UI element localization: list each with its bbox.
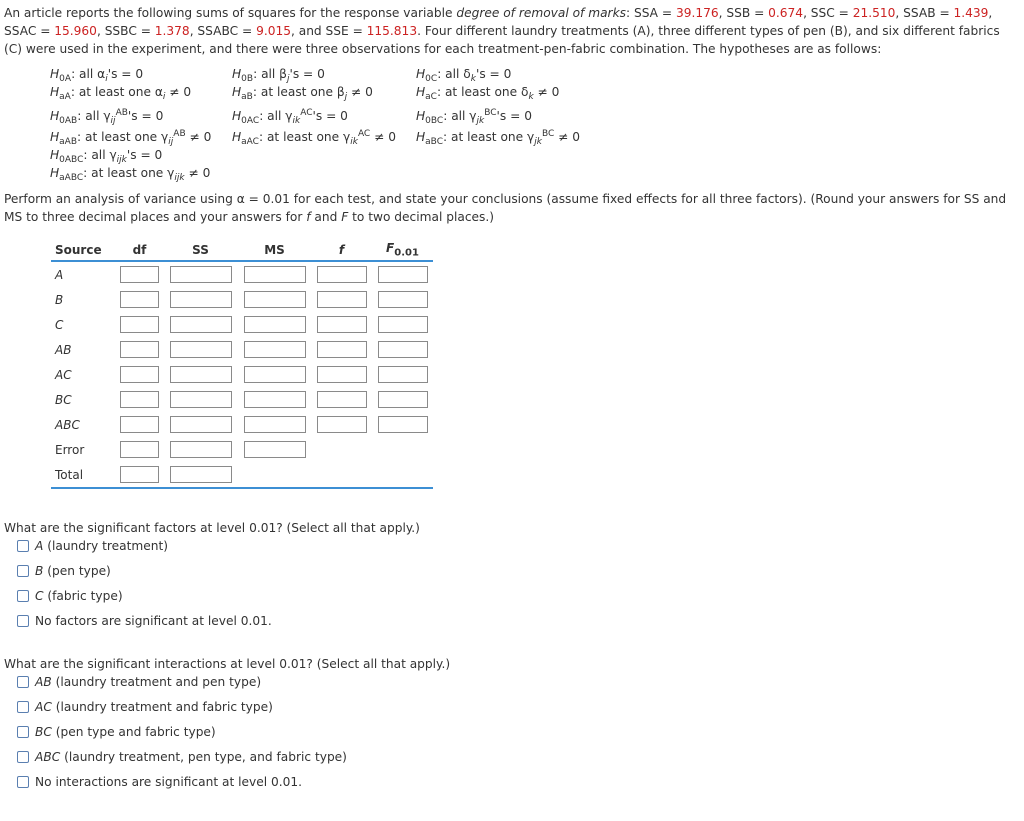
checkbox[interactable] — [17, 776, 29, 788]
hyp-h0bc: $H_{0BC}$: all $\gamma_{jk}^{BC}'s = 0$ — [416, 108, 532, 126]
f-input[interactable] — [317, 391, 367, 408]
f-input[interactable] — [317, 266, 367, 283]
anova-table — [51, 240, 433, 489]
q2-option[interactable]: ABC (laundry treatment, pen type, and fabric type) — [17, 748, 347, 766]
ssbc-value: 1.378 — [154, 24, 190, 38]
hyp-haac: $H_{aAC}$: at least one $\gamma_{ik}^{AC} \ne 0$ — [232, 129, 396, 147]
hyp-haa: $H_{aA}$: at least one $\alpha_i \ne 0$ — [50, 85, 192, 102]
row-source-label: C — [55, 317, 64, 332]
q2-option[interactable]: No interactions are significant at level 0.01. — [17, 773, 302, 791]
ss-input[interactable] — [170, 341, 232, 358]
q1-option[interactable]: No factors are significant at level 0.01. — [17, 612, 272, 630]
fcrit-input[interactable] — [378, 416, 428, 433]
f-input[interactable] — [317, 416, 367, 433]
hyp-h0ac: $H_{0AC}$: all $\gamma_{ik}^{AC}'s = 0$ — [232, 108, 348, 126]
checkbox[interactable] — [17, 540, 29, 552]
question-factors: What are the significant factors at level 0.01? (Select all that apply.) — [4, 521, 420, 535]
ssab-value: 1.439 — [953, 6, 989, 20]
fcrit-input[interactable] — [378, 316, 428, 333]
ss-input[interactable] — [170, 316, 232, 333]
df-input[interactable] — [120, 266, 159, 283]
checkbox[interactable] — [17, 751, 29, 763]
ss-input[interactable] — [170, 291, 232, 308]
ssabc-value: 9.015 — [256, 24, 291, 38]
ss-input[interactable] — [170, 441, 232, 458]
f-input[interactable] — [317, 366, 367, 383]
col-fcrit: $F_{0.01}$ — [386, 241, 419, 259]
ss-input[interactable] — [170, 466, 232, 483]
checkbox[interactable] — [17, 676, 29, 688]
ms-input[interactable] — [244, 266, 306, 283]
ms-input[interactable] — [244, 391, 306, 408]
q2-option[interactable]: AB (laundry treatment and pen type) — [17, 673, 261, 691]
row-source-label: Total — [55, 467, 84, 482]
hyp-haab: $H_{aAB}$: at least one $\gamma_{ij}^{AB} \ne 0$ — [50, 129, 212, 147]
checkbox[interactable] — [17, 615, 29, 627]
question-interactions: What are the significant interactions at level 0.01? (Select all that apply.) — [4, 657, 451, 671]
ms-input[interactable] — [244, 316, 306, 333]
q1-option[interactable]: C (fabric type) — [17, 587, 123, 605]
anova-row — [51, 437, 433, 462]
df-input[interactable] — [120, 341, 159, 358]
anova-row — [51, 287, 433, 312]
ssb-value: 0.674 — [768, 6, 804, 20]
ms-input[interactable] — [244, 341, 306, 358]
anova-row — [51, 312, 433, 337]
ssa-value: 39.176 — [675, 6, 719, 20]
fcrit-input[interactable] — [378, 266, 428, 283]
anova-row — [51, 261, 433, 287]
ss-input[interactable] — [170, 391, 232, 408]
checkbox[interactable] — [17, 565, 29, 577]
anova-row — [51, 412, 433, 437]
fcrit-input[interactable] — [378, 341, 428, 358]
df-input[interactable] — [120, 316, 159, 333]
col-f: f — [338, 243, 345, 257]
ss-input[interactable] — [170, 366, 232, 383]
row-source-label: AC — [55, 367, 72, 382]
df-input[interactable] — [120, 466, 159, 483]
hyp-h0b: $H_{0B}$: all $\beta_j's = 0$ — [232, 67, 325, 84]
q2-option[interactable]: BC (pen type and fabric type) — [17, 723, 216, 741]
hyp-h0ab: $H_{0AB}$: all $\gamma_{ij}^{AB}'s = 0$ — [50, 108, 164, 126]
anova-row — [51, 462, 433, 488]
col-df: df — [132, 243, 147, 257]
ms-input[interactable] — [244, 441, 306, 458]
fcrit-input[interactable] — [378, 391, 428, 408]
f-input[interactable] — [317, 291, 367, 308]
ssac-value: 15.960 — [54, 24, 97, 38]
anova-row — [51, 387, 433, 412]
hyp-h0a: $H_{0A}$: all $\alpha_i's = 0$ — [50, 67, 144, 84]
df-input[interactable] — [120, 366, 159, 383]
anova-row — [51, 337, 433, 362]
fcrit-input[interactable] — [378, 366, 428, 383]
ss-input[interactable] — [170, 266, 232, 283]
hyp-hab: $H_{aB}$: at least one $\beta_j \ne 0$ — [232, 85, 373, 102]
df-input[interactable] — [120, 291, 159, 308]
ms-input[interactable] — [244, 416, 306, 433]
col-ms: MS — [264, 243, 285, 257]
q1-option[interactable]: A (laundry treatment) — [17, 537, 168, 555]
row-source-label: AB — [55, 342, 72, 357]
ssc-value: 21.510 — [852, 6, 896, 20]
anova-row — [51, 362, 433, 387]
df-input[interactable] — [120, 416, 159, 433]
q2-option[interactable]: AC (laundry treatment and fabric type) — [17, 698, 273, 716]
row-source-label: ABC — [55, 417, 80, 432]
hyp-habc: $H_{aBC}$: at least one $\gamma_{jk}^{BC} \ne 0$ — [416, 129, 580, 147]
f-input[interactable] — [317, 316, 367, 333]
checkbox[interactable] — [17, 590, 29, 602]
sse-value: 115.813 — [366, 24, 418, 38]
ms-input[interactable] — [244, 366, 306, 383]
problem-intro: An article reports the following sums of squares for the response variable degree of removal of marks: SSA = 39.176, SSB = 0.674, SSC = 21.510, SSAB = 1.439, SSAC = 15.960, SSBC = 1.378, SSABC = 9.015, and SSE = 115.813. Four different laundry treatments (A), three different types of pen (B), and six different fabrics (C) were used in the experiment, and there were three observations for each treatment-pen-fabric combination. The hypotheses are as follows: — [4, 6, 1000, 56]
checkbox[interactable] — [17, 701, 29, 713]
hyp-hac: $H_{aC}$: at least one $\delta_k \ne 0$ — [416, 85, 560, 102]
f-input[interactable] — [317, 341, 367, 358]
fcrit-input[interactable] — [378, 291, 428, 308]
row-source-label: Error — [55, 442, 85, 457]
df-input[interactable] — [120, 441, 159, 458]
hyp-haabc: $H_{aABC}$: at least one $\gamma_{ijk} \ne 0$ — [50, 166, 211, 183]
col-ss: SS — [192, 243, 209, 257]
ss-input[interactable] — [170, 416, 232, 433]
row-source-label: B — [55, 292, 64, 307]
df-input[interactable] — [120, 391, 159, 408]
anova-header-row — [51, 240, 433, 261]
row-source-label: BC — [55, 392, 72, 407]
q1-option[interactable]: B (pen type) — [17, 562, 111, 580]
ms-input[interactable] — [244, 291, 306, 308]
col-source: Source — [55, 243, 102, 257]
hyp-h0abc: $H_{0ABC}$: all $\gamma_{ijk}'s = 0$ — [50, 148, 163, 165]
checkbox[interactable] — [17, 726, 29, 738]
row-source-label: A — [55, 267, 64, 282]
hyp-h0c: $H_{0C}$: all $\delta_k's = 0$ — [416, 67, 512, 84]
instructions: Perform an analysis of variance using α = 0.01 for each test, and state your conclusions (assume fixed effects for all three factors). (Round your answers for SS and MS to three decimal places and your answers for f and F to two decimal places.) — [4, 192, 1007, 224]
